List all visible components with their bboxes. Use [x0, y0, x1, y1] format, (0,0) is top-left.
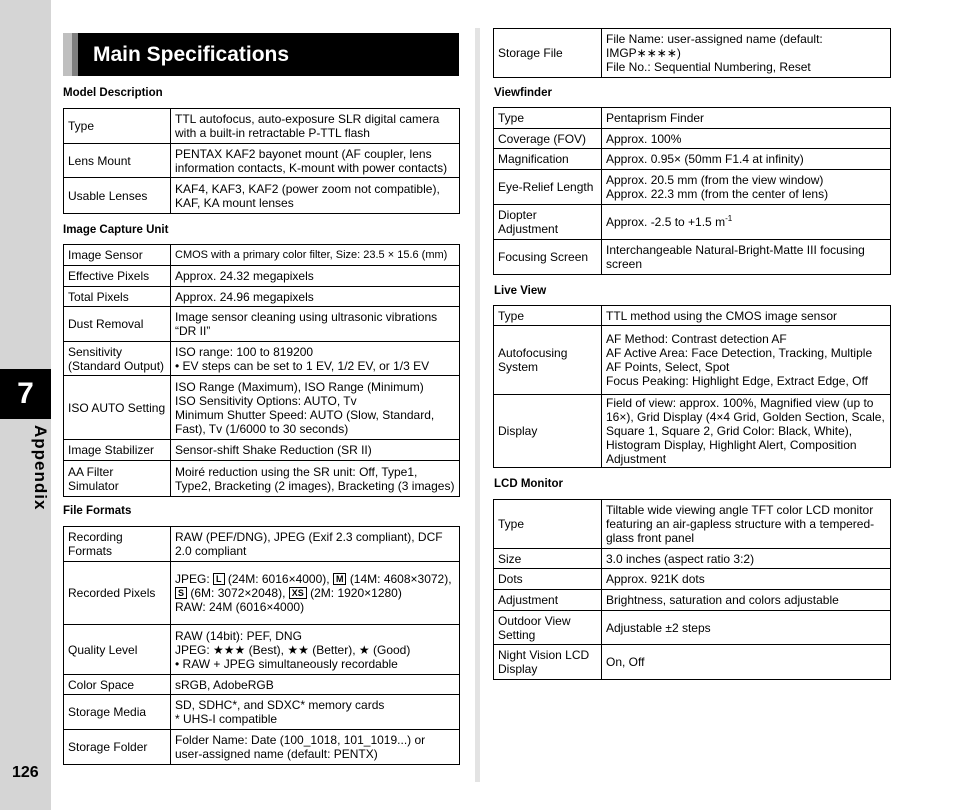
spec-value-line: Approx. 0.95× (50mm F1.4 at infinity) — [606, 152, 804, 166]
heading-image-capture-unit: Image Capture Unit — [63, 224, 169, 236]
size-xs-icon: XS — [289, 587, 307, 599]
chapter-number-badge: 7 — [0, 369, 51, 419]
spec-key: Adjustment — [494, 590, 602, 611]
table-row — [64, 245, 460, 266]
spec-value-line: AF Method: Contrast detection AF — [606, 332, 787, 346]
heading-file-formats: File Formats — [63, 505, 132, 517]
table-row — [494, 205, 891, 240]
spec-value — [171, 144, 460, 178]
star-good-icon: ★ — [358, 642, 370, 657]
spec-value-line: ISO Range (Maximum), ISO Range (Minimum) — [175, 379, 424, 394]
table-row — [494, 500, 891, 549]
table-model-description — [63, 108, 460, 214]
spec-key: Dots — [494, 569, 602, 590]
spec-value — [602, 326, 891, 395]
page-title: Main Specifications — [93, 43, 290, 66]
spec-value — [171, 307, 460, 342]
table-row — [64, 625, 460, 675]
table-row — [494, 569, 891, 590]
spec-key: Magnification — [494, 149, 602, 170]
spec-key: Night Vision LCD Display — [494, 645, 602, 680]
table-row — [494, 645, 891, 680]
spec-value-line: Approx. 20.5 mm (from the view window) — [606, 173, 824, 187]
spec-value-line: Folder Name: Date (100_1018, 101_1019...) or user-assigned name (default: PENTX) — [175, 733, 426, 761]
table-row — [494, 108, 891, 129]
spec-key: Color Space — [64, 675, 171, 695]
quality-raw: RAW (14bit): PEF, DNG — [175, 628, 302, 643]
spec-key: Type — [494, 500, 602, 549]
quality-better: (Better), — [312, 642, 356, 657]
spec-key: Effective Pixels — [64, 266, 171, 287]
spec-value — [171, 109, 460, 144]
spec-key: Recorded Pixels — [64, 562, 171, 625]
spec-value-line: Pentaprism Finder — [606, 111, 705, 125]
table-row — [64, 527, 460, 562]
spec-key: Type — [494, 306, 602, 326]
spec-value-line: SD, SDHC*, and SDXC* memory cards — [175, 698, 385, 712]
spec-value-line: Approx. 22.3 mm (from the center of lens) — [606, 187, 829, 201]
spec-value-line: Approx. 100% — [606, 131, 682, 146]
spec-value — [171, 178, 460, 214]
chapter-label: Appendix — [31, 425, 50, 511]
spec-value — [171, 562, 460, 625]
spec-value — [171, 342, 460, 376]
spec-value — [171, 440, 460, 461]
spec-key: Diopter Adjustment — [494, 205, 602, 240]
table-row — [494, 326, 891, 395]
spec-value-line: TTL method using the CMOS image sensor — [606, 308, 837, 323]
spec-value-line: Moiré reduction using the SR unit: Off, Type1, Type2, Bracketing (2 images), Bracketing (3 images) — [175, 464, 455, 493]
spec-value — [602, 569, 891, 590]
spec-value — [602, 500, 891, 549]
spec-value-line: TTL autofocus, auto-exposure SLR digital camera with a built-in retractable P-TTL flash — [175, 112, 440, 140]
spec-value-line: Focus Peaking: Highlight Edge, Extract Edge, Off — [606, 374, 868, 388]
spec-value-line: PENTAX KAF2 bayonet mount (AF coupler, lens information contacts, K-mount with power contacts) — [175, 146, 448, 175]
spec-value-line: Brightness, saturation and colors adjustable — [606, 593, 839, 607]
spec-key: Lens Mount — [64, 144, 171, 178]
spec-key: Quality Level — [64, 625, 171, 675]
spec-value — [171, 245, 460, 266]
table-row — [64, 675, 460, 695]
table-storage-file — [493, 28, 891, 78]
column-divider — [475, 28, 480, 782]
table-row — [64, 109, 460, 144]
spec-key: Sensitivity (Standard Output) — [64, 342, 171, 376]
spec-key: Type — [494, 108, 602, 129]
spec-value — [171, 625, 460, 675]
spec-value — [602, 205, 891, 240]
spec-key: Focusing Screen — [494, 240, 602, 275]
table-row — [494, 29, 891, 78]
spec-value-line: ISO range: 100 to 819200 — [175, 344, 314, 359]
table-row — [494, 549, 891, 569]
spec-value-line: • EV steps can be set to 1 EV, 1/2 EV, or 1/3 EV — [175, 358, 430, 373]
table-row — [64, 461, 460, 497]
table-row — [64, 440, 460, 461]
spec-key: Size — [494, 549, 602, 569]
size-l-text: (24M: 6016×4000), — [227, 572, 330, 586]
table-row — [64, 695, 460, 730]
spec-value-line: Image sensor cleaning using ultrasonic vibrations “DR II” — [175, 310, 438, 338]
table-live-view — [493, 305, 891, 468]
quality-note: • RAW + JPEG simultaneously recordable — [175, 656, 398, 671]
size-m-text: (14M: 4608×3072), — [349, 572, 452, 586]
diopter-exponent: -1 — [725, 214, 733, 223]
spec-value: RAW (PEF/DNG), JPEG (Exif 2.3 compliant), DCF 2.0 compliant — [171, 527, 460, 562]
spec-value — [602, 129, 891, 149]
size-xs-text: (2M: 1920×1280) — [310, 586, 402, 600]
spec-value-line: * UHS-I compatible — [175, 712, 278, 726]
table-row — [494, 129, 891, 149]
table-file-formats — [63, 526, 460, 765]
table-row — [494, 611, 891, 645]
heading-viewfinder: Viewfinder — [494, 87, 552, 99]
spec-value — [602, 306, 891, 326]
heading-lcd-monitor: LCD Monitor — [494, 478, 563, 490]
title-stripe-light — [63, 33, 72, 76]
table-row — [494, 240, 891, 275]
spec-value — [602, 611, 891, 645]
spec-value-line: Field of view: approx. 100%, Magnified view (up to 16×), Grid Display (4×4 Grid, Golden Section, Scale, Square 1, Square 2, Grid Color: Black, White), Histogram Display, Highlight Alert, Composition Adjustment — [606, 396, 885, 466]
spec-value-line: Tiltable wide viewing angle TFT color LCD monitor featuring an air-gapless structure with a tempered-glass front panel — [606, 503, 875, 545]
star-better-icon: ★★ — [287, 642, 309, 657]
heading-model-description: Model Description — [63, 87, 163, 99]
spec-key: Image Sensor — [64, 245, 171, 266]
quality-best: (Best), — [248, 642, 284, 657]
spec-key: Total Pixels — [64, 287, 171, 307]
jpeg-label: JPEG: — [175, 642, 210, 657]
size-l-icon: L — [213, 573, 225, 585]
spec-value-line: 3.0 inches (aspect ratio 3:2) — [606, 551, 755, 566]
spec-value — [602, 108, 891, 129]
table-row — [64, 144, 460, 178]
table-row — [64, 287, 460, 307]
jpeg-label: JPEG: — [175, 572, 210, 586]
spec-value — [602, 170, 891, 205]
page-title-banner — [63, 33, 459, 76]
table-image-capture-unit — [63, 244, 460, 497]
size-s-icon: S — [175, 587, 187, 599]
spec-key: Storage Folder — [64, 730, 171, 765]
heading-live-view: Live View — [494, 285, 547, 297]
spec-value — [602, 549, 891, 569]
star-best-icon: ★★★ — [213, 642, 246, 657]
diopter-value: Approx. -2.5 to +1.5 m — [606, 215, 726, 229]
table-row — [494, 590, 891, 611]
spec-key: Storage Media — [64, 695, 171, 730]
table-row — [64, 562, 460, 625]
spec-key: Usable Lenses — [64, 178, 171, 214]
spec-key: Image Stabilizer — [64, 440, 171, 461]
spec-key: Display — [494, 395, 602, 468]
table-row — [494, 306, 891, 326]
spec-value — [602, 149, 891, 170]
table-row — [64, 730, 460, 765]
spec-value — [602, 395, 891, 468]
title-stripe-dark — [72, 33, 78, 76]
spec-value-line: File Name: user-assigned name (default: IMGP∗∗∗∗) — [606, 32, 823, 60]
page-number: 126 — [12, 764, 39, 781]
spec-value-line: CMOS with a primary color filter, Size: 23.5 × 15.6 (mm) — [175, 249, 448, 261]
raw-pixels: RAW: 24M (6016×4000) — [175, 600, 305, 614]
table-row — [64, 376, 460, 440]
spec-value-line: On, Off — [606, 655, 645, 669]
spec-value-line: File No.: Sequential Numbering, Reset — [606, 60, 811, 74]
table-row — [494, 395, 891, 468]
spec-value — [171, 461, 460, 497]
spec-value — [171, 287, 460, 307]
table-row — [494, 170, 891, 205]
spec-value — [171, 730, 460, 765]
spec-key: Outdoor View Setting — [494, 611, 602, 645]
spec-value-line: Interchangeable Natural-Bright-Matte III focusing screen — [606, 243, 865, 271]
spec-value — [602, 645, 891, 680]
table-row — [64, 266, 460, 287]
spec-value-line: ISO Sensitivity Options: AUTO, Tv — [175, 393, 357, 408]
table-row — [64, 178, 460, 214]
spec-key: Autofocusing System — [494, 326, 602, 395]
spec-value — [602, 590, 891, 611]
spec-value-line: Approx. 921K dots — [606, 572, 705, 586]
spec-key: Type — [64, 109, 171, 144]
spec-key: AA Filter Simulator — [64, 461, 171, 497]
table-viewfinder — [493, 107, 891, 275]
spec-value-line: Adjustable ±2 steps — [606, 620, 711, 635]
spec-value-line: AF Active Area: Face Detection, Tracking, Multiple AF Points, Select, Spot — [606, 346, 873, 374]
spec-value — [602, 29, 891, 78]
table-row — [64, 342, 460, 376]
table-row — [64, 307, 460, 342]
spec-value — [171, 376, 460, 440]
spec-value — [171, 675, 460, 695]
spec-key: Storage File — [494, 29, 602, 78]
spec-value — [171, 266, 460, 287]
quality-good: (Good) — [373, 642, 411, 657]
spec-key: Eye-Relief Length — [494, 170, 602, 205]
spec-key: Recording Formats — [64, 527, 171, 562]
spec-value-line: Sensor-shift Shake Reduction (SR II) — [175, 443, 372, 457]
table-row — [494, 149, 891, 170]
size-s-text: (6M: 3072×2048), — [190, 586, 286, 600]
spec-key: Coverage (FOV) — [494, 129, 602, 149]
spec-value — [171, 695, 460, 730]
spec-value-line: Approx. 24.96 megapixels — [175, 289, 314, 304]
spec-value — [602, 240, 891, 275]
spec-key: Dust Removal — [64, 307, 171, 342]
spec-value-line: Approx. 24.32 megapixels — [175, 269, 314, 283]
table-lcd-monitor — [493, 499, 891, 680]
spec-key: ISO AUTO Setting — [64, 376, 171, 440]
spec-value-line: sRGB, AdobeRGB — [175, 677, 274, 692]
spec-value-line: Minimum Shutter Speed: AUTO (Slow, Standard, Fast), Tv (1/6000 to 30 seconds) — [175, 407, 435, 436]
size-m-icon: M — [333, 573, 347, 585]
spec-value-line: KAF4, KAF3, KAF2 (power zoom not compatible), KAF, KA mount lenses — [175, 181, 440, 210]
